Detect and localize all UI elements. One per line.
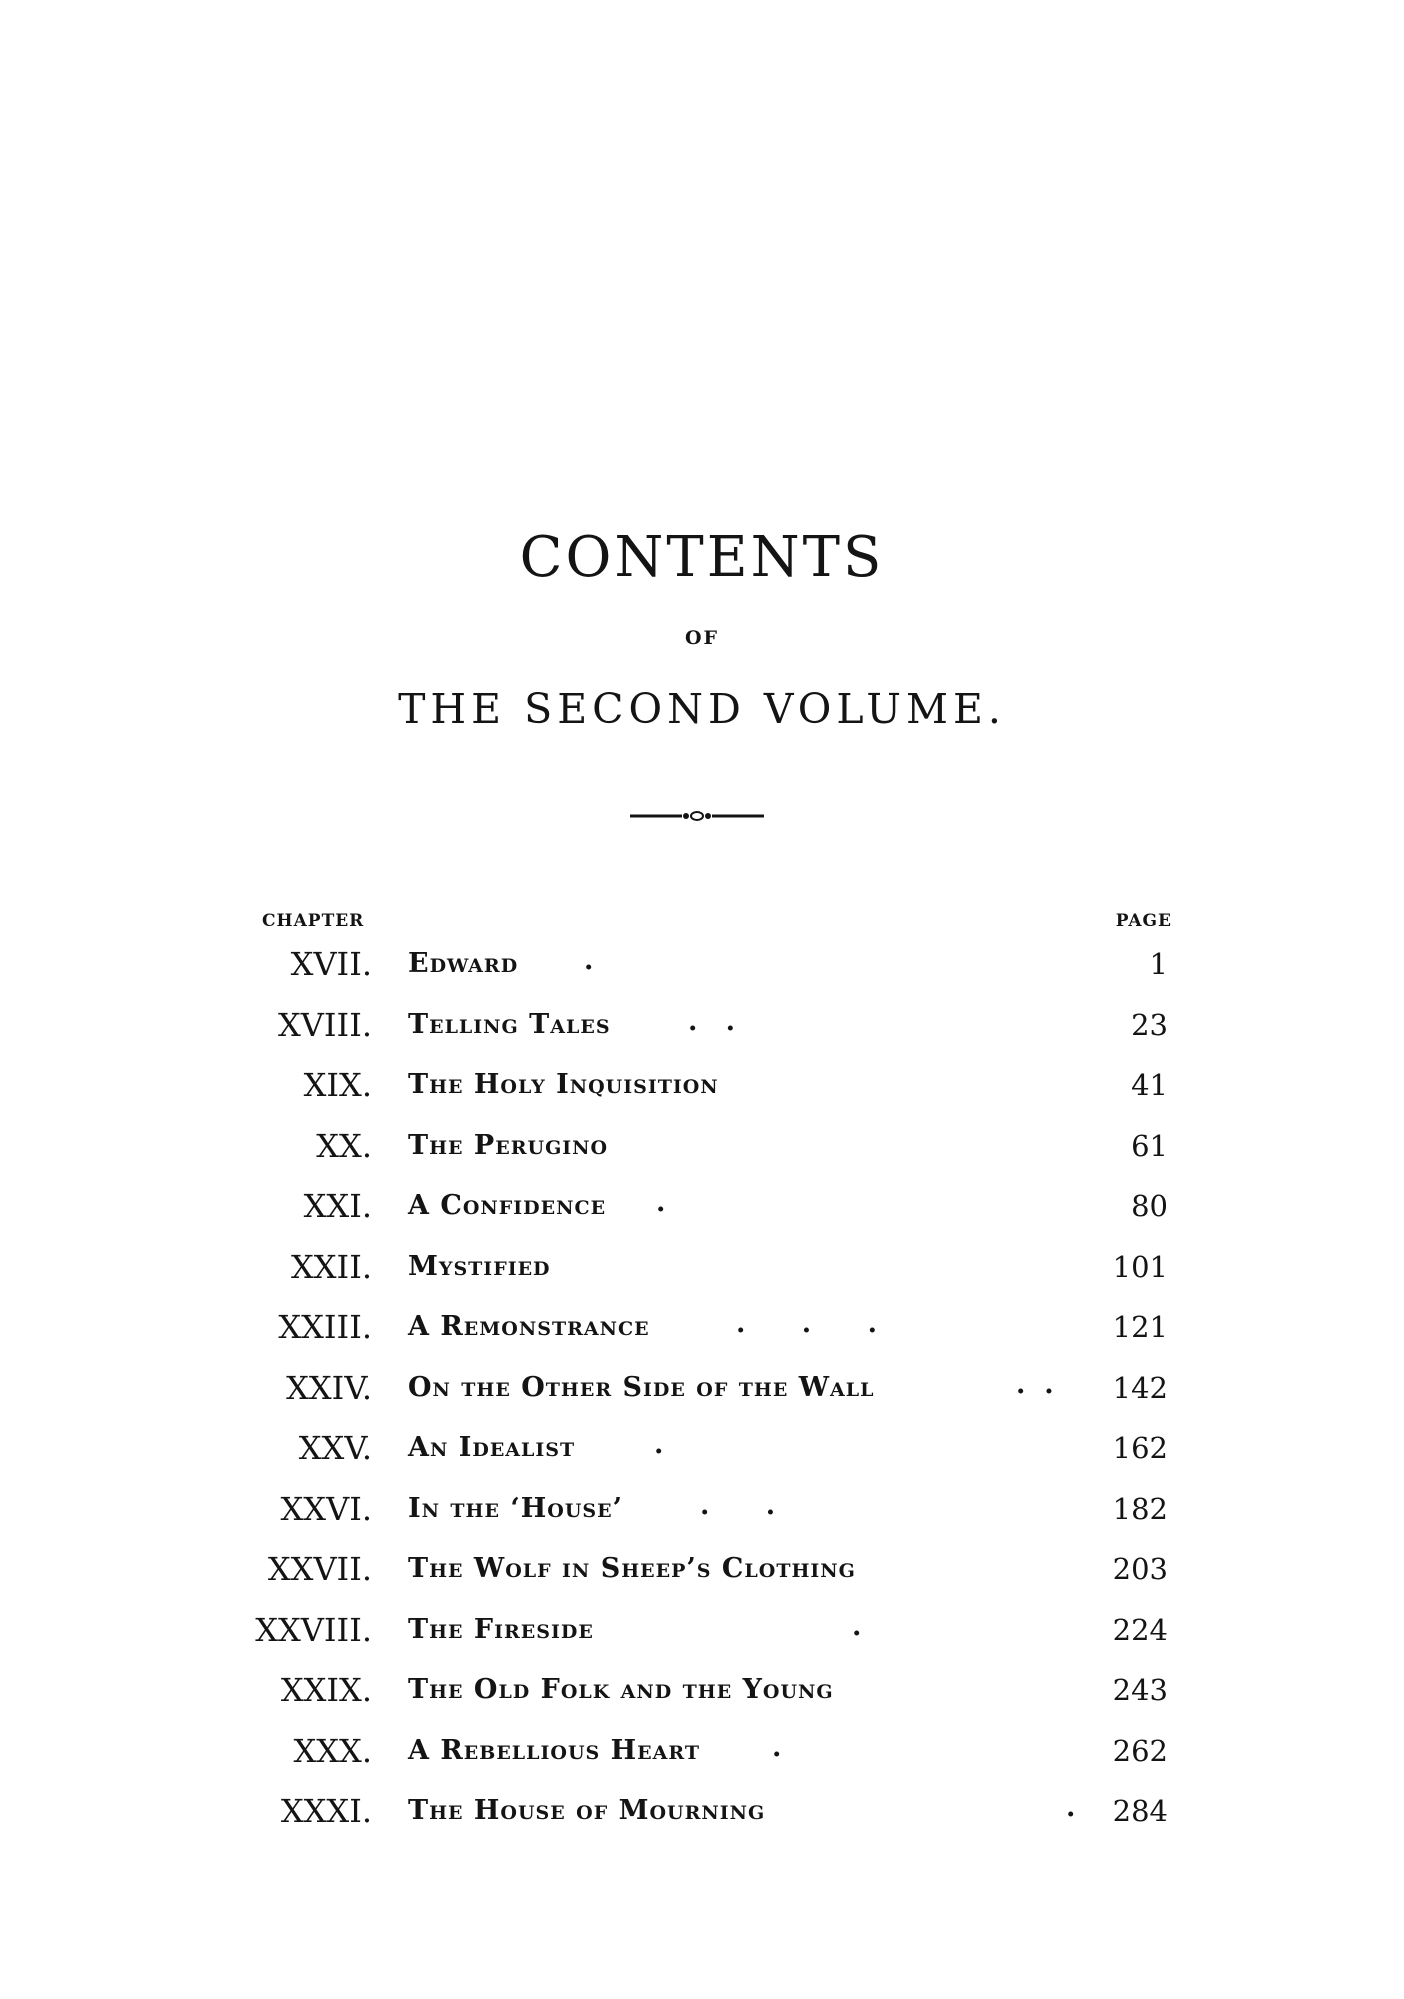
dot-leader: .: [772, 1731, 782, 1763]
dot-leader: . .: [1016, 1368, 1054, 1400]
chapter-number: XXVIII.: [255, 1610, 372, 1649]
toc-entry: [0, 1369, 1404, 1429]
toc-entry: [0, 1006, 1404, 1066]
dot-leader: .: [656, 1187, 666, 1218]
toc-entry: [0, 1429, 1404, 1489]
chapter-number: XVII.: [290, 945, 372, 983]
chapter-number: XXVII.: [267, 1550, 372, 1588]
chapter-number: XXX.: [293, 1731, 372, 1770]
toc-entry: [0, 1127, 1404, 1187]
chapter-number: XXI.: [303, 1187, 372, 1225]
chapter-title: A Remonstrance: [408, 1311, 650, 1342]
chapter-title: The House of Mourning: [408, 1795, 766, 1826]
toc-entry: [0, 1792, 1404, 1852]
page-number: 41: [1131, 1068, 1168, 1102]
dot-leader: .: [852, 1610, 862, 1642]
chapter-column-header: CHAPTER: [262, 911, 365, 931]
toc-entry: [0, 1550, 1404, 1610]
page-number: 23: [1131, 1007, 1168, 1042]
page-number: 243: [1112, 1673, 1168, 1707]
toc-entry: [0, 1187, 1404, 1247]
chapter-title: Edward: [408, 948, 519, 979]
page-number: 162: [1112, 1431, 1168, 1465]
chapter-number: XXIV.: [286, 1368, 372, 1407]
page-number: 284: [1112, 1794, 1168, 1828]
page-number: 80: [1131, 1189, 1168, 1223]
page-number: 101: [1112, 1249, 1168, 1284]
page-number: 203: [1112, 1552, 1168, 1586]
chapter-title: Mystified: [408, 1250, 551, 1282]
toc-entry: [0, 1671, 1404, 1731]
dot-leader: .: [654, 1429, 664, 1460]
toc-entry: [0, 945, 1404, 1005]
page-column-header: PAGE: [1115, 911, 1172, 931]
page-number: 262: [1112, 1733, 1168, 1768]
chapter-number: XXIII.: [278, 1308, 372, 1346]
chapter-number: XXVI.: [280, 1489, 372, 1528]
chapter-title: A Confidence: [408, 1190, 607, 1221]
dot-leader: . . .: [736, 1308, 877, 1339]
dot-leader: .: [584, 945, 594, 976]
chapter-title: On the Other Side of the Wall: [408, 1371, 875, 1403]
dot-leader: . .: [688, 1005, 735, 1037]
dot-leader: . .: [700, 1489, 776, 1521]
volume-title: THE SECOND VOLUME.: [398, 685, 1006, 733]
page-number: 121: [1112, 1310, 1168, 1344]
chapter-number: XXV.: [298, 1429, 372, 1467]
page-number: 61: [1131, 1128, 1168, 1163]
chapter-title: The Perugino: [408, 1129, 609, 1161]
toc-entry: [0, 1490, 1404, 1550]
page-title: CONTENTS: [519, 525, 885, 590]
chapter-number: XVIII.: [278, 1005, 372, 1044]
toc-entry: [0, 1248, 1404, 1308]
chapter-number: XXIX.: [280, 1671, 372, 1709]
chapter-title: The Fireside: [408, 1613, 594, 1645]
chapter-number: XX.: [316, 1126, 372, 1165]
title-of: OF: [684, 627, 720, 649]
chapter-title: A Rebellious Heart: [408, 1734, 700, 1766]
chapter-title: An Idealist: [408, 1432, 576, 1463]
chapter-number: XXXI.: [280, 1792, 372, 1830]
ornament-divider-icon: [630, 806, 764, 826]
page-number: 224: [1112, 1612, 1168, 1647]
page-number: 1: [1149, 947, 1168, 981]
page-number: 182: [1112, 1491, 1168, 1526]
chapter-title: The Old Folk and the Young: [408, 1674, 834, 1705]
chapter-number: XXII.: [290, 1247, 372, 1286]
toc-entry: [0, 1611, 1404, 1671]
page-number: 142: [1112, 1370, 1168, 1405]
toc-entry: [0, 1308, 1404, 1368]
toc-entry: [0, 1066, 1404, 1126]
chapter-title: Telling Tales: [408, 1008, 611, 1040]
chapter-number: XIX.: [303, 1066, 372, 1104]
dot-leader: .: [1066, 1792, 1076, 1823]
chapter-title: The Holy Inquisition: [408, 1069, 719, 1100]
chapter-title: In the ‘House’: [408, 1492, 624, 1524]
toc-entry: [0, 1732, 1404, 1792]
chapter-title: The Wolf in Sheep’s Clothing: [408, 1553, 856, 1584]
